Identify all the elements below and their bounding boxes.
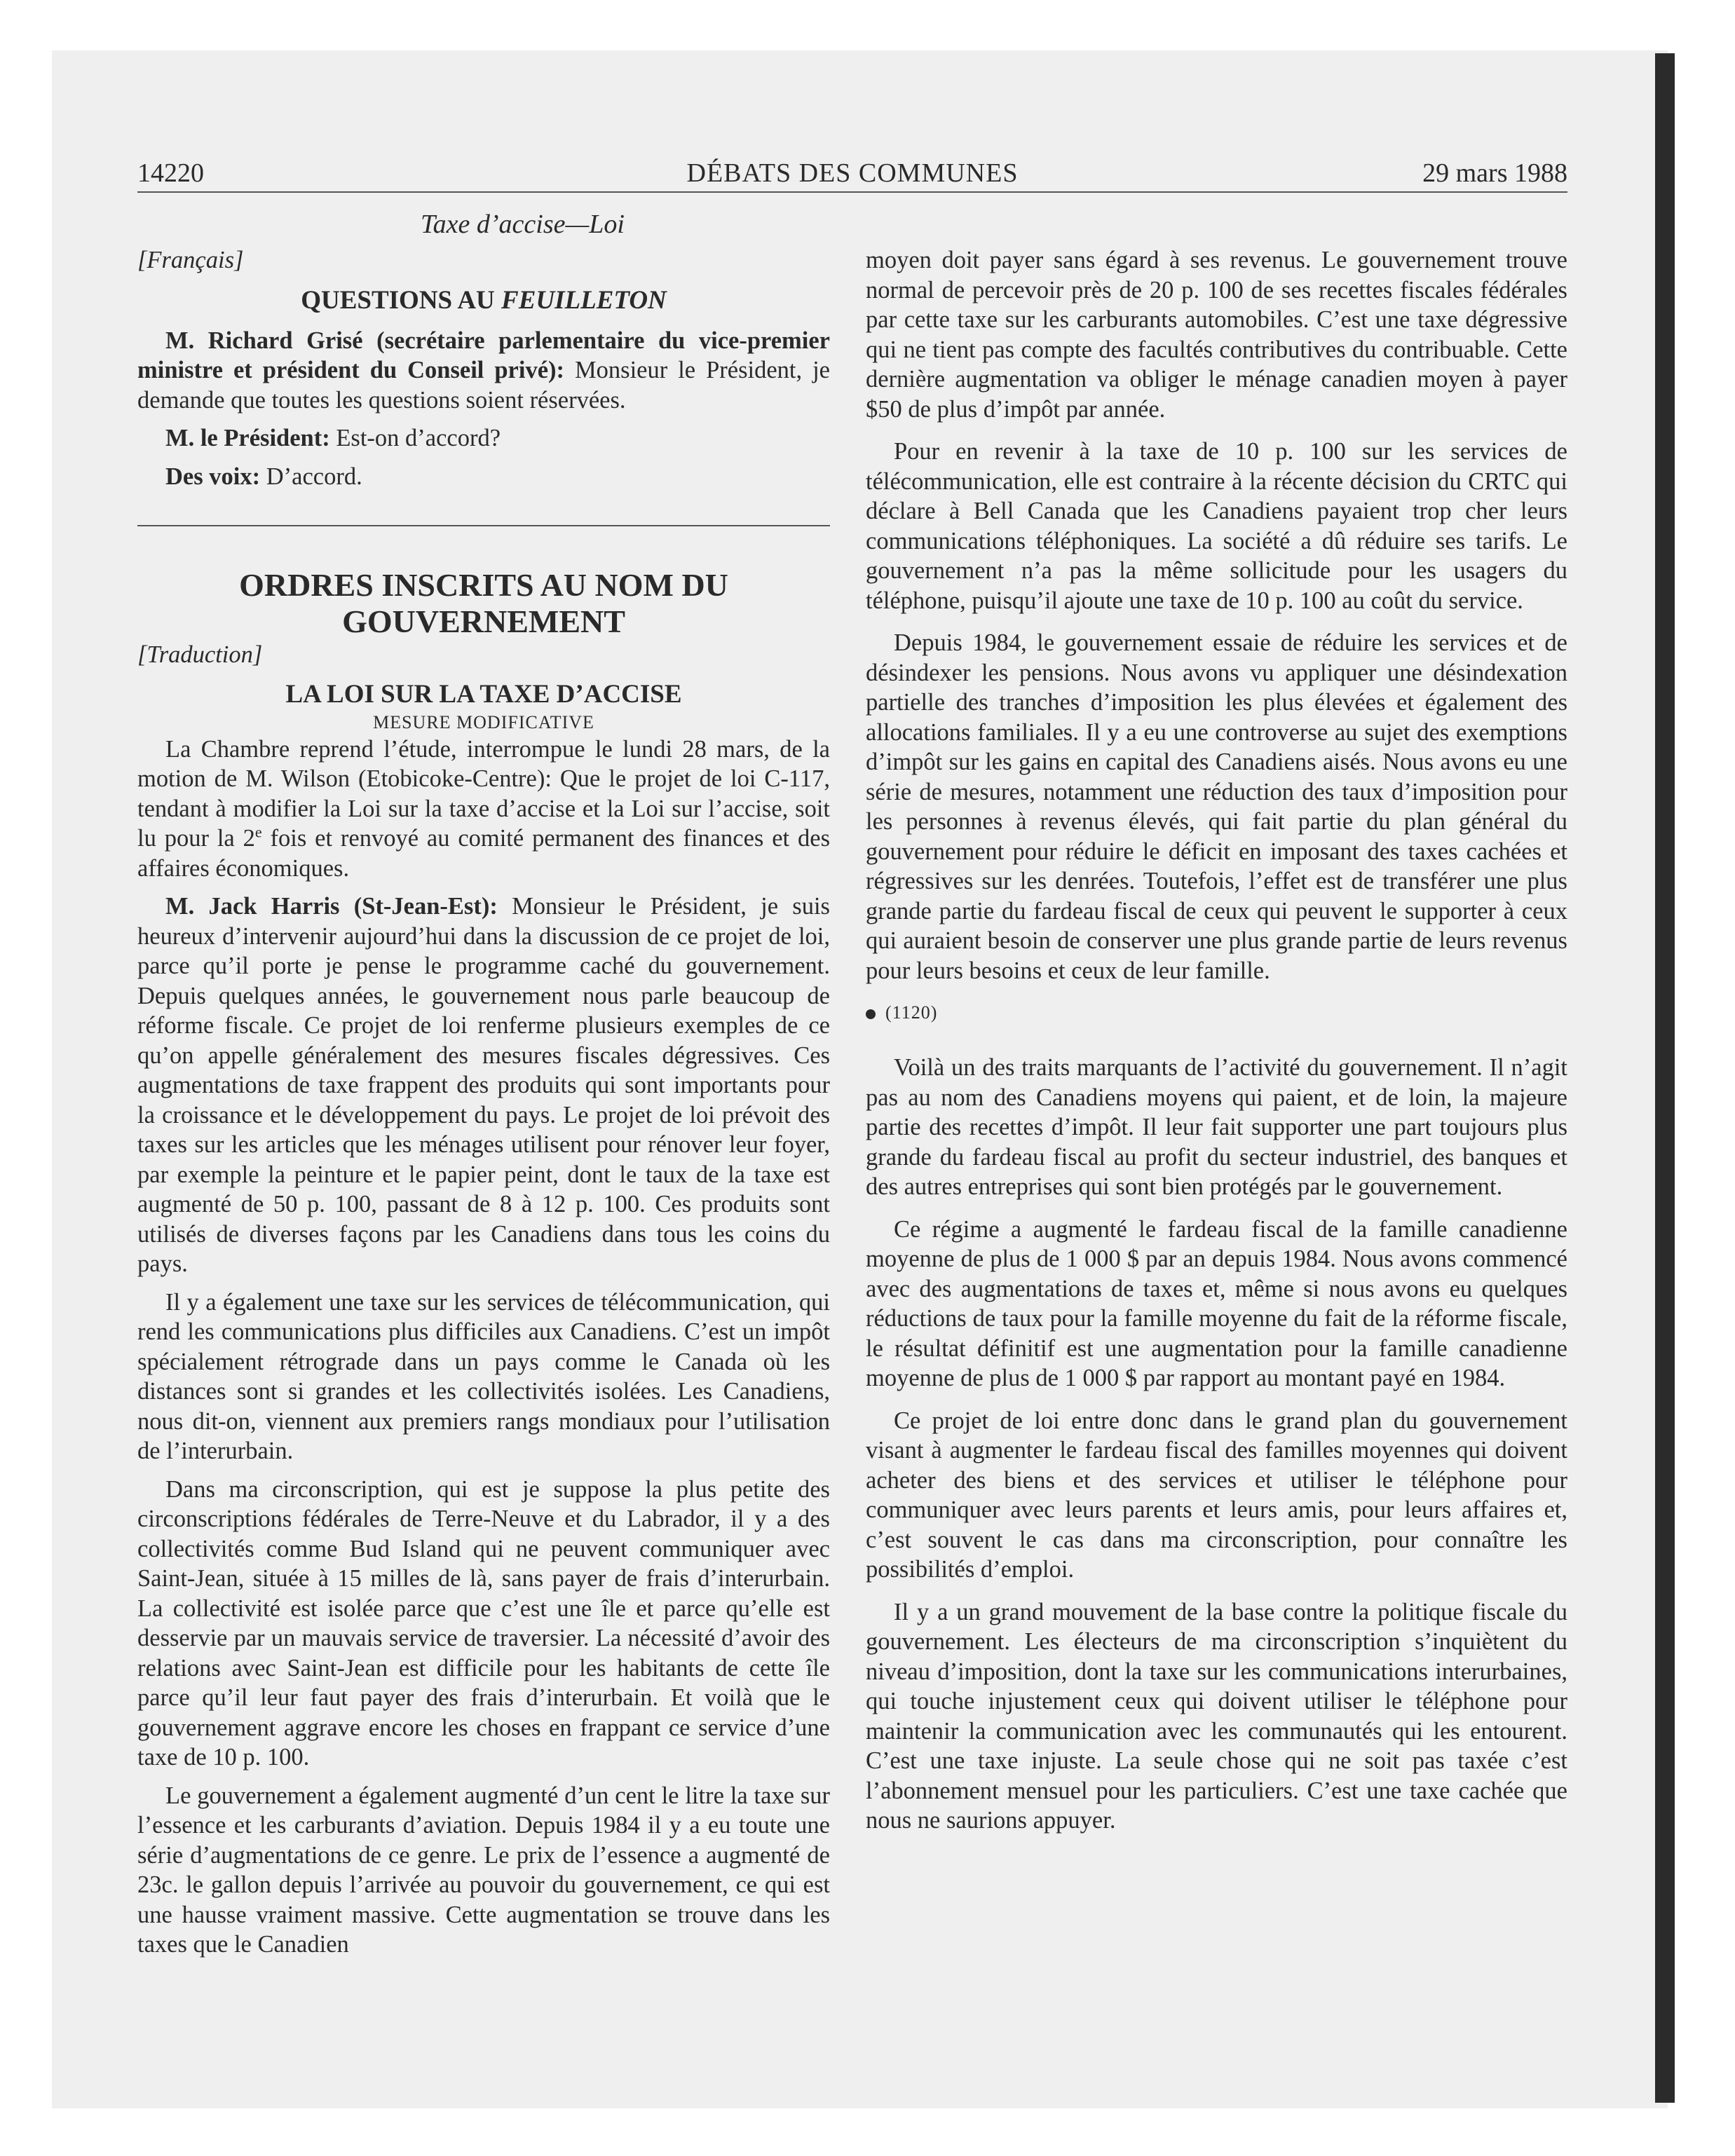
paragraph-regime: Ce régime a augmenté le fardeau fiscal de la famille canadienne moyenne de plus de 1 000 $ par an depuis 1984. Nous avons commencé avec des augmentations de taxes et, même si nous avons eu quelques réductions de taux pour la famille moyenne du fait de la réforme fiscale, le résultat définitif est une augmentation pour la famille canadienne moyenne de plus de 1 000 $ par rapport au montant payé en 1984. [866, 1215, 1567, 1391]
paragraph-mouvement: Il y a un grand mouvement de la base contre la politique fiscale du gouvernement. Les électeurs de ma circonscription s’inquiètent du niveau d’imposition, dont la taxe sur les communications interurbaines, qui touche injustement ceux qui doivent utiliser le téléphone pour maintenir la communication avec les communautés qui les entourent. C’est une taxe injuste. La seule chose qui ne soit pas taxée c’est l’abonnement mensuel pour les particuliers. C’est une taxe cachée que nous ne saurions appuyer. [866, 1598, 1567, 1834]
voices-intervention: Des voix: D’accord. [165, 463, 362, 490]
paragraph-essence: Le gouvernement a également augmenté d’un cent le litre la taxe sur l’essence et les carburants d’aviation. Depuis 1984 il y a eu toute une série d’augmentations de ce genre. Le prix de l’essence a augmenté de 23c. le gallon depuis l’arrivée au pouvoir du gouvernement, ce qui est une hausse vraiment massive. Cette augmentation se trouve dans les taxes que le Canadien [137, 1782, 830, 1958]
motion-paragraph: La Chambre reprend l’étude, interrompue le lundi 28 mars, de la motion de M. Wilson (Etobicoke-Centre): Que le projet de loi C-117, tendant à modifier la Loi sur la taxe d’accise et la Loi sur l’accise, soit lu pour la 2e fois et renvoyé au comité permanent des finances et des affaires économiques. [137, 735, 830, 882]
president-intervention: M. le Président: Est-on d’accord? [165, 425, 501, 451]
left-column [137, 245, 830, 1960]
paragraph-crtc: Pour en revenir à la taxe de 10 p. 100 sur les services de télécommunication, elle est contraire à la récente décision du CRTC qui déclare à Bell Canada que les Canadiens payaient trop cher leurs communications téléphoniques. La société a dû réduire ses tarifs. Le gouvernement n’a pas la même sollicitude pour les usagers du téléphone, puisqu’il ajoute une taxe de 10 p. 100 au coût du service. [866, 438, 1567, 614]
page-number: 14220 [137, 158, 204, 188]
bill-heading: LA LOI SUR LA TAXE D’ACCISE [285, 679, 682, 709]
paragraph-traits: Voilà un des traits marquants de l’activité du gouvernement. Il n’agit pas au nom des Canadiens moyens qui paient, et de loin, la majeure partie des recettes d’impôt. Il leur fait supporter une part toujours plus grande du fardeau fiscal au profit du secteur industriel, des banques et des autres entreprises qui sont bien protégés par le gouvernement. [866, 1054, 1567, 1200]
speaker-name: Des voix: [165, 463, 261, 490]
page-header [137, 155, 1567, 193]
binding-edge [1655, 53, 1675, 2103]
paragraph-telecom: Il y a également une taxe sur les services de télécommunication, qui rend les communications plus difficiles aux Canadiens. C’est un impôt spécialement rétrograde dans un pays comme le Canada où les distances sont si grandes et les collectivités isolées. Les Canadiens, nous dit-on, viennent aux premiers rangs mondiaux pour l’utilisation de l’interurbain. [137, 1288, 830, 1464]
questions-heading: QUESTIONS AU FEUILLETON [301, 285, 667, 315]
time-marker: (1120) [866, 998, 1567, 1028]
publication-title: DÉBATS DES COMMUNES [686, 158, 1019, 188]
issue-date: 29 mars 1988 [1422, 158, 1567, 188]
speaker-name: M. Richard Grisé (secrétaire parlementaire du vice-premier ministre et président du Conseil privé): [137, 327, 830, 383]
speaker-name: M. Jack Harris (St-Jean-Est): [165, 893, 498, 920]
bill-subheading: MESURE MODIFICATIVE [373, 711, 594, 732]
harris-intervention: M. Jack Harris (St-Jean-Est): Monsieur le Président, je suis heureux d’intervenir aujourd’hui dans la discussion de ce projet de loi, parce qu’il porte je pense le programme caché du gouvernement. Depuis quelques années, le gouvernement nous parle beaucoup de réforme fiscale. Ce projet de loi renferme plusieurs exemples de ce qu’on appelle généralement des mesures fiscales dégressives. Ces augmentations de taxe frappent des produits qui sont importants pour la croissance et le développement du pays. Le projet de loi prévoit des taxes sur les articles que les ménages utilisent pour rénover leur foyer, par exemple la peinture et le papier peint, dont le taux de la taxe est augmenté de 50 p. 100, passant de 8 à 12 p. 100. Ces produits sont utilisés de diverses façons par les Canadiens dans tous les coins du pays. [137, 893, 830, 1277]
paragraph-circonscription: Dans ma circonscription, qui est je suppose la plus petite des circonscriptions fédérales de Terre-Neuve et du Labrador, il y a des collectivités comme Bud Island qui ne peuvent communiquer avec Saint-Jean, située à 15 milles de là, sans payer de frais d’interurbain. La collectivité est isolée parce que c’est une île et parce qu’elle est desservie par un mauvais service de traversier. La nécessité d’avoir des relations avec Saint-Jean est difficile pour les habitants de cette île parce qu’il leur faut payer des frais d’interurbain. Et voilà que le gouvernement aggrave encore les choses en frappant ce service d’une taxe de 10 p. 100. [137, 1475, 830, 1770]
orders-heading-line-1: ORDRES INSCRITS AU NOM DU [239, 567, 728, 603]
bullet-icon [866, 1009, 876, 1019]
language-tag: [Traduction] [137, 641, 263, 668]
orders-heading-line-2: GOUVERNEMENT [342, 603, 625, 639]
grise-intervention: M. Richard Grisé (secrétaire parlementaire du vice-premier ministre et président du Conseil privé): Monsieur le Président, je demande que toutes les questions soient réservées. [137, 327, 830, 414]
paragraph-1984: Depuis 1984, le gouvernement essaie de réduire les services et de désindexer les pensions. Nous avons vu appliquer une désindexation partielle des tranches d’imposition les plus élevées et également des allocations familiales. Il y a eu une controverse au sujet des exemptions d’impôt sur les gains en capital des Canadiens aisés. Nous avons eu une série de mesures, notamment une réduction des taux d’imposition pour les personnes à revenus élevés, qui fait partie du plan général du gouvernement pour réduire le déficit en imposant des taxes cachées et régressives sur les denrées. Toutefois, l’effet est de transférer une plus grande partie du fardeau fiscal de ceux qui peuvent le supporter à ceux qui auraient besoin de conserver une plus grande partie de leurs revenus pour leurs besoins et ceux de leur famille. [866, 629, 1567, 984]
running-subject: Taxe d’accise—Loi [421, 210, 625, 239]
paragraph-plan: Ce projet de loi entre donc dans le grand plan du gouvernement visant à augmenter le fardeau fiscal des familles moyennes qui doivent acheter des biens et des services et utiliser le téléphone pour communiquer avec leurs parents et leurs amis, pour leurs affaires et, c’est souvent le cas dans ma circonscription, pour connaître les possibilités d’emploi. [866, 1407, 1567, 1583]
right-column [866, 245, 1567, 1836]
language-tag: [Français] [137, 247, 244, 273]
paragraph-continued: moyen doit payer sans égard à ses revenus. Le gouvernement trouve normal de percevoir près de 20 p. 100 de ses recettes fiscales fédérales par cette taxe sur les carburants automobiles. C’est une taxe dégressive qui ne tient pas compte des facultés contributives du contribuable. Cette dernière augmentation va obliger le ménage canadien moyen à payer $50 de plus d’impôt par année. [866, 247, 1567, 423]
speaker-name: M. le Président: [165, 425, 330, 451]
